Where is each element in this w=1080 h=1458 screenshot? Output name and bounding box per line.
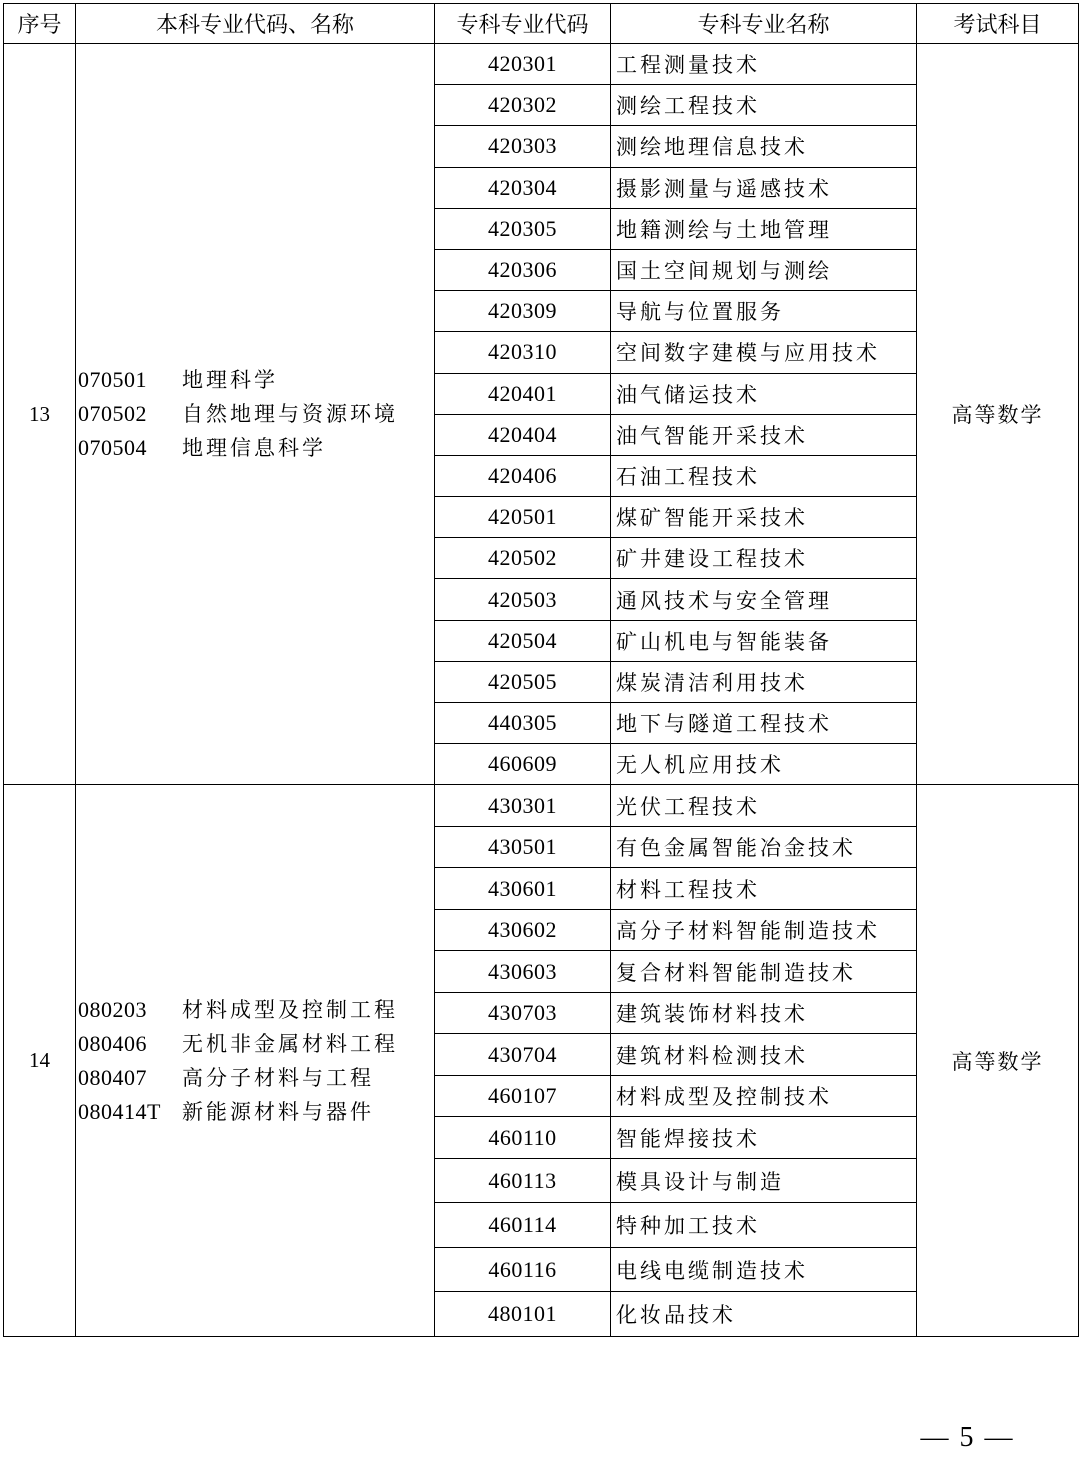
undergrad-name: 无机非金属材料工程 xyxy=(182,1031,398,1056)
junior-code: 420309 xyxy=(435,291,611,332)
junior-name: 建筑材料检测技术 xyxy=(611,1034,917,1076)
junior-name: 特种加工技术 xyxy=(611,1203,917,1248)
junior-name: 煤矿智能开采技术 xyxy=(611,497,917,538)
junior-code: 430501 xyxy=(435,826,611,868)
junior-code: 420502 xyxy=(435,538,611,579)
junior-code: 420404 xyxy=(435,414,611,455)
junior-name: 地籍测绘与土地管理 xyxy=(611,208,917,249)
junior-name: 地下与隧道工程技术 xyxy=(611,703,917,744)
undergrad-entry xyxy=(78,397,434,431)
undergrad-cell-13 xyxy=(76,44,435,785)
junior-name: 通风技术与安全管理 xyxy=(611,579,917,620)
header-exam: 考试科目 xyxy=(917,4,1079,44)
junior-code: 460110 xyxy=(435,1117,611,1159)
exam-subject-14: 高等数学 xyxy=(917,785,1079,1337)
undergrad-code: 070501 xyxy=(78,367,147,393)
header-seq: 序号 xyxy=(4,4,76,44)
undergrad-cell-14 xyxy=(76,785,435,1337)
junior-code: 420501 xyxy=(435,497,611,538)
junior-name: 模具设计与制造 xyxy=(611,1158,917,1203)
junior-code: 420306 xyxy=(435,249,611,290)
junior-code: 460107 xyxy=(435,1075,611,1117)
undergrad-name: 地理科学 xyxy=(182,368,278,393)
majors-table xyxy=(3,3,1079,1337)
junior-code: 460609 xyxy=(435,744,611,785)
junior-name: 化妆品技术 xyxy=(611,1292,917,1337)
undergrad-name: 新能源材料与器件 xyxy=(182,1099,374,1124)
junior-code: 420304 xyxy=(435,167,611,208)
junior-code: 420303 xyxy=(435,126,611,167)
undergrad-code: 080407 xyxy=(78,1064,147,1090)
header-junior-name: 专科专业名称 xyxy=(611,4,917,44)
junior-name: 电线电缆制造技术 xyxy=(611,1247,917,1292)
junior-name: 材料工程技术 xyxy=(611,868,917,910)
junior-name: 工程测量技术 xyxy=(611,44,917,85)
junior-name: 国土空间规划与测绘 xyxy=(611,249,917,290)
table-row xyxy=(4,44,1079,85)
header-row xyxy=(4,4,1079,44)
junior-name: 复合材料智能制造技术 xyxy=(611,951,917,993)
undergrad-name: 材料成型及控制工程 xyxy=(182,997,398,1022)
junior-code: 430603 xyxy=(435,951,611,993)
undergrad-code: 070504 xyxy=(78,435,147,461)
undergrad-entry xyxy=(78,1095,434,1129)
junior-code: 420503 xyxy=(435,579,611,620)
junior-code: 460113 xyxy=(435,1158,611,1203)
junior-name: 矿山机电与智能装备 xyxy=(611,620,917,661)
junior-code: 420301 xyxy=(435,44,611,85)
junior-name: 摄影测量与遥感技术 xyxy=(611,167,917,208)
junior-code: 420305 xyxy=(435,208,611,249)
undergrad-code: 070502 xyxy=(78,401,147,427)
junior-code: 420310 xyxy=(435,332,611,373)
undergrad-name: 自然地理与资源环境 xyxy=(182,402,398,427)
junior-name: 建筑装饰材料技术 xyxy=(611,992,917,1034)
page-number: — 5 — xyxy=(920,1422,1015,1453)
group-seq-13: 13 xyxy=(4,44,76,785)
undergrad-code: 080203 xyxy=(78,996,147,1022)
junior-name: 空间数字建模与应用技术 xyxy=(611,332,917,373)
table-row xyxy=(4,785,1079,827)
junior-name: 有色金属智能冶金技术 xyxy=(611,826,917,868)
undergrad-entry xyxy=(78,431,434,465)
undergrad-code: 080414T xyxy=(78,1098,161,1124)
junior-name: 高分子材料智能制造技术 xyxy=(611,909,917,951)
undergrad-entry xyxy=(78,1027,434,1061)
junior-code: 420406 xyxy=(435,455,611,496)
group-seq-14: 14 xyxy=(4,785,76,1337)
header-junior-code: 专科专业代码 xyxy=(435,4,611,44)
junior-name: 矿井建设工程技术 xyxy=(611,538,917,579)
junior-code: 420505 xyxy=(435,661,611,702)
junior-code: 420504 xyxy=(435,620,611,661)
junior-name: 石油工程技术 xyxy=(611,455,917,496)
junior-name: 油气储运技术 xyxy=(611,373,917,414)
undergrad-entry xyxy=(78,993,434,1027)
junior-code: 430601 xyxy=(435,868,611,910)
exam-subject-13: 高等数学 xyxy=(917,44,1079,785)
junior-name: 智能焊接技术 xyxy=(611,1117,917,1159)
junior-code: 420401 xyxy=(435,373,611,414)
undergrad-entry xyxy=(78,363,434,397)
junior-name: 导航与位置服务 xyxy=(611,291,917,332)
undergrad-code: 080406 xyxy=(78,1030,147,1056)
junior-name: 无人机应用技术 xyxy=(611,744,917,785)
junior-code: 460114 xyxy=(435,1203,611,1248)
junior-code: 430602 xyxy=(435,909,611,951)
header-undergrad: 本科专业代码、名称 xyxy=(76,4,435,44)
junior-name: 光伏工程技术 xyxy=(611,785,917,827)
junior-code: 440305 xyxy=(435,703,611,744)
undergrad-name: 地理信息科学 xyxy=(182,436,326,461)
undergrad-name: 高分子材料与工程 xyxy=(182,1065,374,1090)
table-body xyxy=(4,44,1079,1337)
junior-name: 测绘工程技术 xyxy=(611,85,917,126)
junior-name: 油气智能开采技术 xyxy=(611,414,917,455)
junior-code: 480101 xyxy=(435,1292,611,1337)
junior-code: 430301 xyxy=(435,785,611,827)
junior-code: 420302 xyxy=(435,85,611,126)
junior-code: 430703 xyxy=(435,992,611,1034)
junior-code: 460116 xyxy=(435,1247,611,1292)
junior-name: 煤炭清洁利用技术 xyxy=(611,661,917,702)
junior-name: 材料成型及控制技术 xyxy=(611,1075,917,1117)
junior-code: 430704 xyxy=(435,1034,611,1076)
junior-name: 测绘地理信息技术 xyxy=(611,126,917,167)
undergrad-entry xyxy=(78,1061,434,1095)
